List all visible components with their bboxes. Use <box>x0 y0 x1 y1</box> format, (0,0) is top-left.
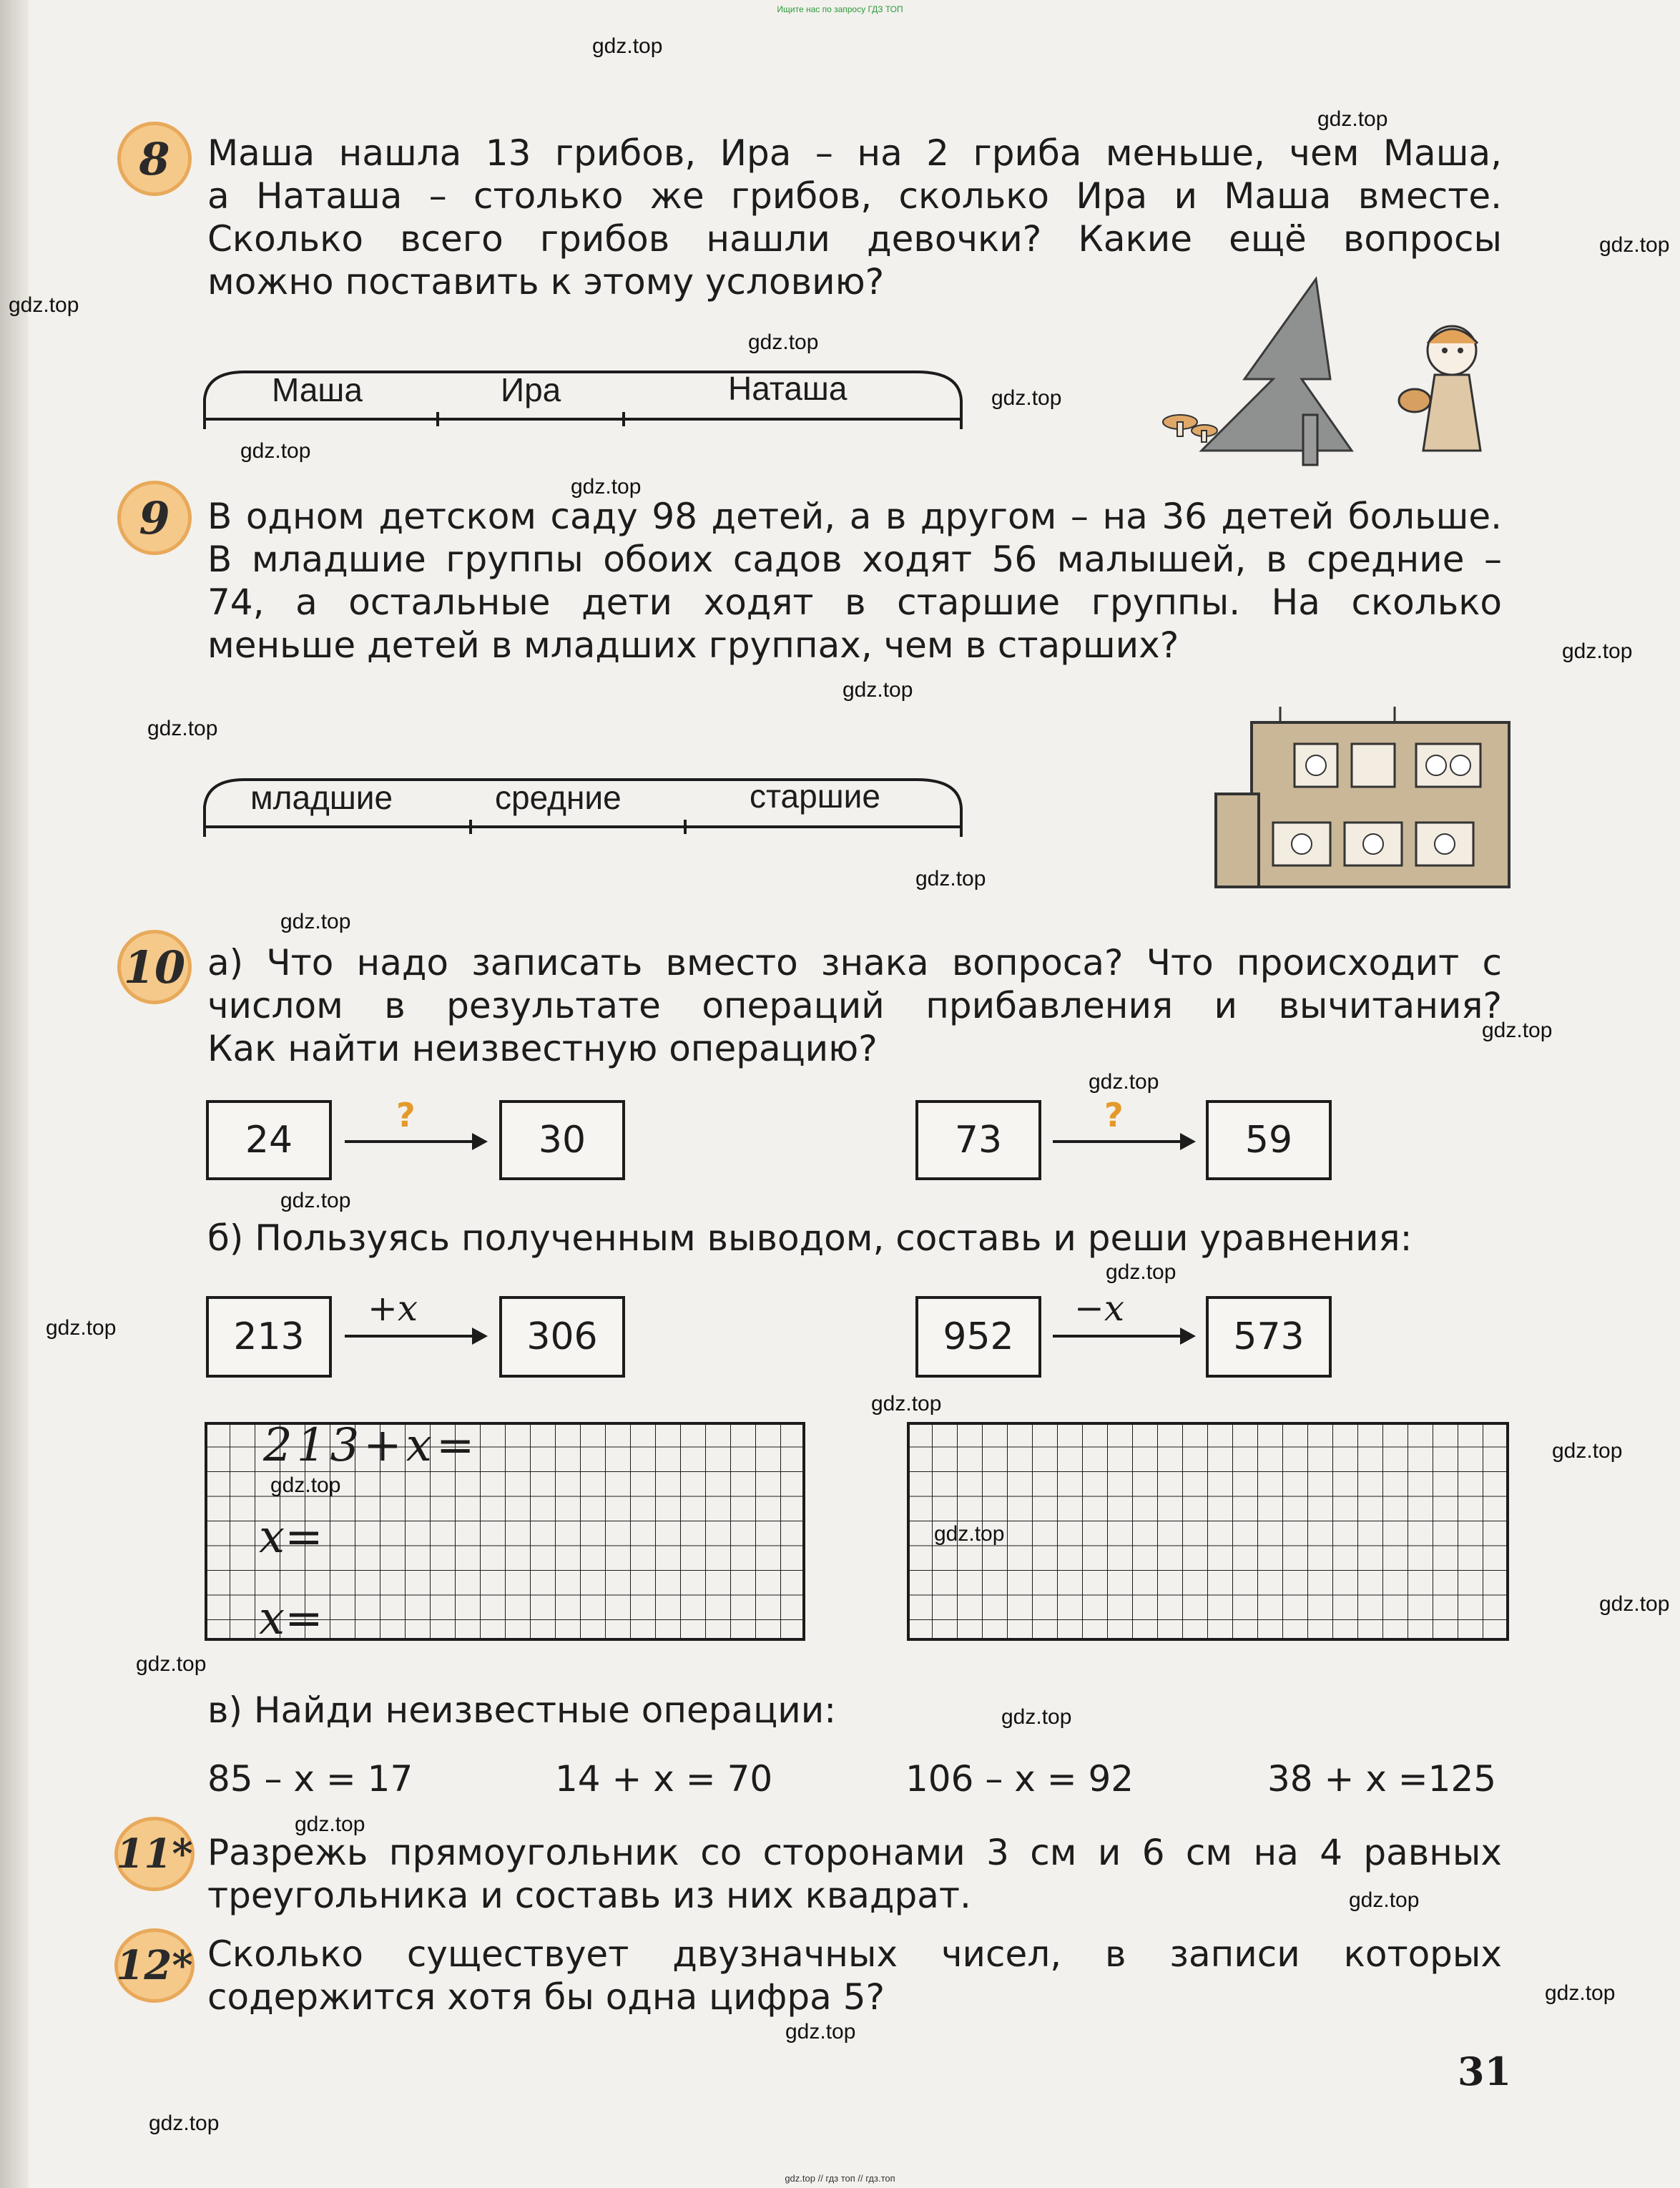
watermark: gdz.top <box>785 2020 856 2044</box>
watermark: gdz.top <box>9 293 79 317</box>
equation: 106 – x = 92 <box>905 1758 1134 1800</box>
page-number: 31 <box>1458 2049 1512 2094</box>
watermark: gdz.top <box>1106 1260 1177 1284</box>
arrow <box>345 1335 485 1338</box>
text-line: а Наташа – столько же грибов, сколько Ира и Маша вместе. <box>207 175 1502 217</box>
arrow <box>345 1140 485 1143</box>
task-number-badge: 8 <box>117 122 192 196</box>
watermark: gdz.top <box>571 475 642 499</box>
segment-label: Ира <box>501 371 561 408</box>
number-box: 24 <box>206 1100 332 1180</box>
watermark: gdz.top <box>915 867 986 891</box>
segment-label: Наташа <box>728 370 848 407</box>
handwritten-answer: x= <box>259 1592 323 1645</box>
watermark: gdz.top <box>280 1189 351 1212</box>
equation: 38 + x =125 <box>1267 1758 1497 1800</box>
number-box: 952 <box>915 1296 1041 1378</box>
handwritten-equation: 213+x= <box>263 1419 479 1472</box>
watermark: gdz.top <box>1482 1019 1553 1042</box>
bottom-note: gdz.top // гдз топ // гдз.топ <box>785 2173 895 2184</box>
watermark: gdz.top <box>149 2111 220 2135</box>
question-mark: ? <box>1104 1096 1124 1134</box>
text-line: меньше детей в младших группах, чем в старших? <box>207 624 1179 666</box>
page-binding-edge <box>0 0 29 2188</box>
watermark: gdz.top <box>280 910 351 933</box>
text-line: Маша нашла 13 грибов, Ира – на 2 гриба меньше, чем Маша, <box>207 132 1502 174</box>
task-number-badge: 9 <box>117 481 192 555</box>
watermark: gdz.top <box>1349 1888 1420 1912</box>
segment-label: младшие <box>250 779 393 816</box>
task10-a-text <box>207 941 1502 1070</box>
watermark: gdz.top <box>1001 1705 1072 1729</box>
number-box: 306 <box>499 1296 625 1378</box>
segment-label: средние <box>495 779 622 816</box>
segment-label: Маша <box>272 371 363 408</box>
watermark: gdz.top <box>240 439 311 463</box>
task-number-badge: 10 <box>117 930 192 1004</box>
text-line: треугольника и составь из них квадрат. <box>207 1875 971 1916</box>
text-line: содержится хотя бы одна цифра 5? <box>207 1976 885 2018</box>
task10-b-text: б) Пользуясь полученным выводом, составь и реши уравнения: <box>207 1217 1413 1259</box>
equation: 14 + x = 70 <box>555 1758 773 1800</box>
watermark: gdz.top <box>1562 639 1633 663</box>
watermark: gdz.top <box>136 1652 207 1676</box>
equation: 85 – x = 17 <box>207 1758 413 1800</box>
watermark: gdz.top <box>748 330 819 354</box>
text-line: Как найти неизвестную операцию? <box>207 1028 878 1069</box>
text-line: можно поставить к этому условию? <box>207 261 885 303</box>
number-box: 573 <box>1206 1296 1332 1378</box>
watermark: gdz.top <box>46 1316 117 1340</box>
watermark: gdz.top <box>592 34 663 58</box>
operation-label: −x <box>1074 1287 1125 1329</box>
text-line: Сколько всего грибов нашли девочки? Какие ещё вопросы <box>207 218 1502 260</box>
answer-grid-right[interactable] <box>907 1422 1509 1642</box>
house-illustration <box>1209 694 1523 901</box>
text-line: а) Что надо записать вместо знака вопроса? Что происходит с <box>207 942 1502 983</box>
task-number-badge: 11* <box>114 1817 195 1891</box>
top-note: Ищите нас по запросу ГДЗ ТОП <box>777 4 903 14</box>
handwritten-answer: x= <box>259 1511 323 1564</box>
watermark: gdz.top <box>871 1392 942 1416</box>
text-line: 74, а остальные дети ходят в старшие группы. На сколько <box>207 582 1502 623</box>
text-line: числом в результате операций прибавления и вычитания? <box>207 985 1502 1026</box>
tree-girl-illustration <box>1116 272 1516 472</box>
watermark: gdz.top <box>1089 1070 1159 1094</box>
watermark: gdz.top <box>843 678 913 702</box>
operation-label: +x <box>368 1287 418 1329</box>
text-line: В младшие группы обоих садов ходят 56 малышей, в средние – <box>207 539 1502 580</box>
question-mark: ? <box>396 1096 416 1134</box>
number-box: 213 <box>206 1296 332 1378</box>
number-box: 73 <box>915 1100 1041 1180</box>
task9-text <box>207 495 1502 667</box>
watermark: gdz.top <box>147 717 218 740</box>
watermark: gdz.top <box>1317 107 1388 131</box>
number-box: 30 <box>499 1100 625 1180</box>
watermark: gdz.top <box>1545 1981 1616 2005</box>
number-box: 59 <box>1206 1100 1332 1180</box>
text-line: Разрежь прямоугольник со сторонами 3 см и 6 см на 4 равных <box>207 1832 1502 1873</box>
watermark: gdz.top <box>1552 1439 1623 1463</box>
task10-c-text: в) Найди неизвестные операции: <box>207 1689 837 1731</box>
arrow <box>1053 1335 1193 1338</box>
task11-text <box>207 1831 1502 1917</box>
task12-text <box>207 1933 1502 2018</box>
watermark: gdz.top <box>1599 233 1670 257</box>
watermark: gdz.top <box>991 386 1062 410</box>
watermark: gdz.top <box>295 1812 365 1836</box>
text-line: Сколько существует двузначных чисел, в записи которых <box>207 1933 1502 1975</box>
text-line: В одном детском саду 98 детей, а в другом – на 36 детей больше. <box>207 496 1502 537</box>
watermark: gdz.top <box>1599 1592 1670 1616</box>
segment-label: старшие <box>750 777 880 815</box>
arrow <box>1053 1140 1193 1143</box>
task-number-badge: 12* <box>114 1928 195 2003</box>
